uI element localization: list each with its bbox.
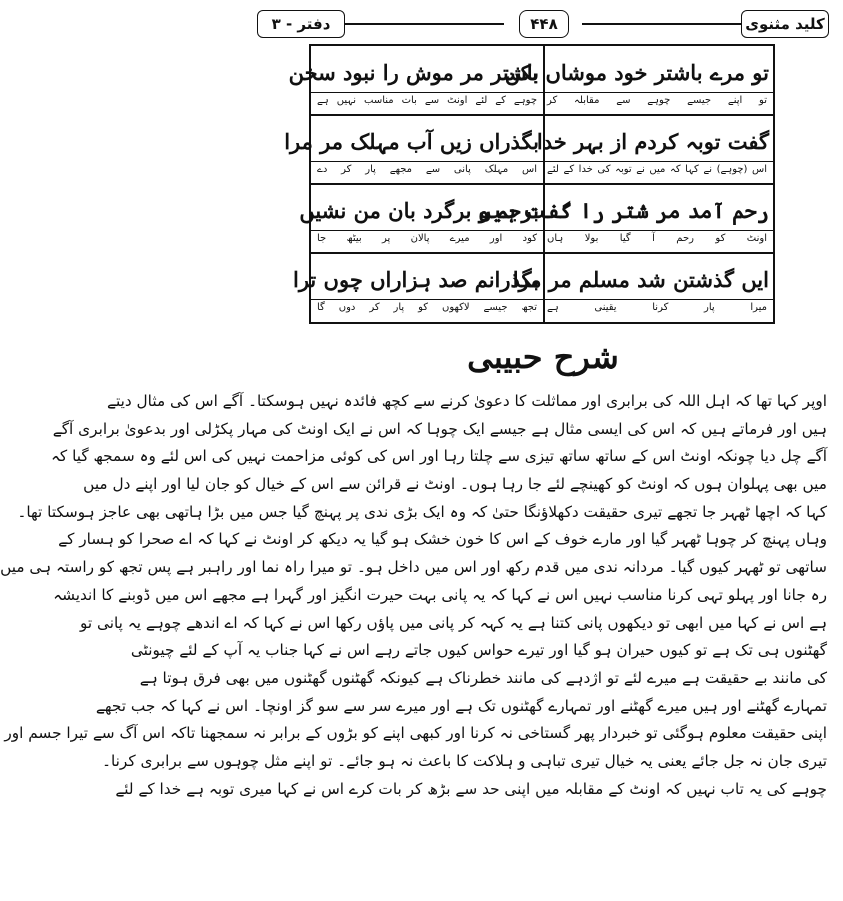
gloss-divider bbox=[541, 299, 773, 300]
gloss-divider bbox=[311, 161, 543, 162]
verse-cell-right bbox=[504, 46, 773, 116]
body-line: تمہارے گھٹنے اور ہیں میرے گھٹنے اور تمہارے گھٹنوں تک ہے اور میرے سر سے سو گز اونچا۔ اس نے کہا کہ جب تجھے bbox=[95, 696, 827, 715]
verse-row bbox=[284, 115, 773, 185]
header-rule bbox=[345, 23, 504, 25]
gloss-divider bbox=[541, 161, 773, 162]
verse-cell-left bbox=[284, 115, 543, 185]
header-rule bbox=[582, 23, 741, 25]
volume-label: دفتر - ۳ bbox=[257, 10, 345, 38]
verse-text: بگذرانم صد ہزاراں چوں ترا bbox=[292, 267, 539, 292]
verse-text: باشتر مر موش را نبود سخن bbox=[288, 60, 539, 85]
verse-cell-right bbox=[536, 115, 773, 185]
verse-gloss: اس مہلک پانی سے مجھے پار کر دے bbox=[317, 164, 537, 175]
verse-gloss: اس (چوہے) نے کہا کہ میں نے توبہ کی خدا کے لئے bbox=[547, 164, 767, 175]
verse-row bbox=[299, 184, 773, 254]
body-line: کہا کہ اچھا ٹھہر جا تجھے تیری حقیقت دکھلاؤنگا حتیٰ کہ وہ ایک بڑی ندی پر پہنچ گیا جس میں بڑا ہاتھی بھی عاجز ہوسکتا تھا۔ bbox=[17, 502, 827, 521]
gloss-divider bbox=[311, 92, 543, 93]
verse-table bbox=[284, 44, 775, 324]
body-line: میں بھی پہلوان ہوں کہ اونٹ کو کھینچے لئے جا رہا ہوں۔ اونٹ نے قرائن سے اس کے خیال کو جان لیا اور اپنے دل میں bbox=[83, 475, 827, 494]
gloss-divider bbox=[541, 230, 773, 231]
book-title: کلید مثنوی bbox=[741, 10, 829, 38]
body-line: اوپر کہا تھا کہ اہل اللہ کی برابری اور مماثلت کا دعویٰ کرنے سے کچھ فائدہ نہیں ہوسکتا۔ آگے اس کی مثال دیتے bbox=[107, 392, 827, 410]
verse-text: رحم آمد مر شتر را گفت ہیں bbox=[479, 198, 769, 223]
verse-text: تو مرے باشتر خود موشاں بکن bbox=[504, 60, 769, 85]
verse-row bbox=[292, 253, 773, 323]
verse-cell-right bbox=[479, 184, 773, 254]
gloss-divider bbox=[311, 230, 543, 231]
verse-gloss: اونٹ کو رحم آ گیا بولا ہاں bbox=[547, 233, 767, 244]
verse-gloss: چوہے کے لئے اونٹ سے بات مناسب نہیں ہے bbox=[317, 95, 537, 106]
verse-gloss: تو اپنے جیسے چوہے سے مقابلہ کر bbox=[547, 95, 767, 106]
body-line: ساتھی تو ٹھہر کیوں گیا۔ مردانہ ندی میں قدم رکھ اور اس میں داخل ہو۔ تو میرا راہ نما اور راہبر ہے پس تجھ کو راستہ ہی میں bbox=[0, 558, 827, 577]
verse-row bbox=[288, 46, 773, 116]
verse-text: بگذراں زیں آب مہلک مر مرا bbox=[284, 129, 539, 154]
verse-gloss: تجھ جیسے لاکھوں کو پار کر دوں گا bbox=[317, 302, 537, 313]
body-line: چوہے کی یہ تاب نہیں کہ اونٹ کے مقابلہ میں اپنی حد سے بڑھ کر بات کرے اس نے کہا میری توبہ ہے خدا کے لئے bbox=[115, 779, 827, 798]
gloss-divider bbox=[311, 299, 543, 300]
verse-cell-left bbox=[288, 46, 543, 116]
gloss-divider bbox=[541, 92, 773, 93]
verse-gloss: کود اور میرے پالان پر بیٹھ جا bbox=[317, 233, 537, 244]
commentary-body bbox=[0, 388, 827, 803]
verse-gloss: میرا پار کرنا یقینی ہے bbox=[547, 302, 767, 313]
body-line: رہ جانا اور پہلو تہی کرنا مناسب نہیں اس نے کہا کہ یہ پانی بہت حیرت انگیز اور گہرا ہے مجھے اس میں ڈوبنے کا اندیشہ bbox=[53, 585, 827, 604]
verse-text: ایں گذشتن شد مسلم مر مرا bbox=[512, 267, 769, 292]
body-line: تیری جان نہ جل جائے یعنی یہ خیال تیری تباہی و ہلاکت کا باعث نہ ہو جائے۔ تو اپنے مثل چوہوں سے برابری کرنا۔ bbox=[102, 751, 827, 770]
page-number: ۴۴۸ bbox=[519, 10, 569, 38]
body-line: وہاں پہنچ کر چوہا ٹھہر گیا اور مارے خوف کے اس کا خون خشک ہو گیا یہ دیکھ کر اونٹ نے کہا کہ اے صحرا کو ہسار کے bbox=[58, 530, 827, 549]
body-line: گھٹنوں ہی تک ہے تو کیوں حیران ہو گیا اور تیرے حواس کیوں جاتے رہے اس نے کہا جناب یہ آپ کے لئے چیونٹی bbox=[130, 641, 827, 660]
body-line: آگے چل دیا چونکہ اونٹ اس کے ساتھ ساتھ تیزی سے چلتا رہا اور اس کی کوئی مزاحمت نہیں کی اس لئے وہ سمجھ گیا کہ bbox=[50, 447, 827, 466]
verse-cell-right bbox=[512, 253, 773, 323]
body-line: کی مانند بے حقیقت ہے میرے لئے تو اژدہے کی مانند خطرناک ہے کیونکہ گھٹنوں گھٹنوں میں بھی فرق ہوتا ہے bbox=[139, 668, 827, 687]
body-line: اپنی حقیقت معلوم ہوگئی تو خبردار پھر گستاخی نہ کرنا اور کبھی اپنے کو بڑوں کے برابر نہ سمجھنا تاکہ اس آگ سے تیرا جسم اور bbox=[4, 724, 827, 743]
body-line: ہے اس نے کہا میں ابھی تو دیکھوں پانی کتنا ہے یہ کہہ کر پانی میں پاؤں رکھا اس نے کہا کہ اے اندھے چوہے یہ پانی تو bbox=[79, 613, 827, 632]
verse-text: برجہ و برگرد بان من نشیں bbox=[299, 198, 539, 223]
section-title: شرح حبیبی bbox=[467, 338, 619, 376]
verse-cell-left bbox=[299, 184, 543, 254]
verse-cell-left bbox=[292, 253, 543, 323]
page-header bbox=[257, 6, 829, 44]
verse-text: گفت توبہ کردم از بہر خدا bbox=[536, 129, 769, 154]
body-line: ہیں اور فرماتے ہیں کہ اس کی ایسی مثال ہے جیسے ایک چوہا کہ اس نے ایک اونٹ کی مہار پکڑلی اور بدعویٰ برابری آگے bbox=[52, 419, 827, 438]
